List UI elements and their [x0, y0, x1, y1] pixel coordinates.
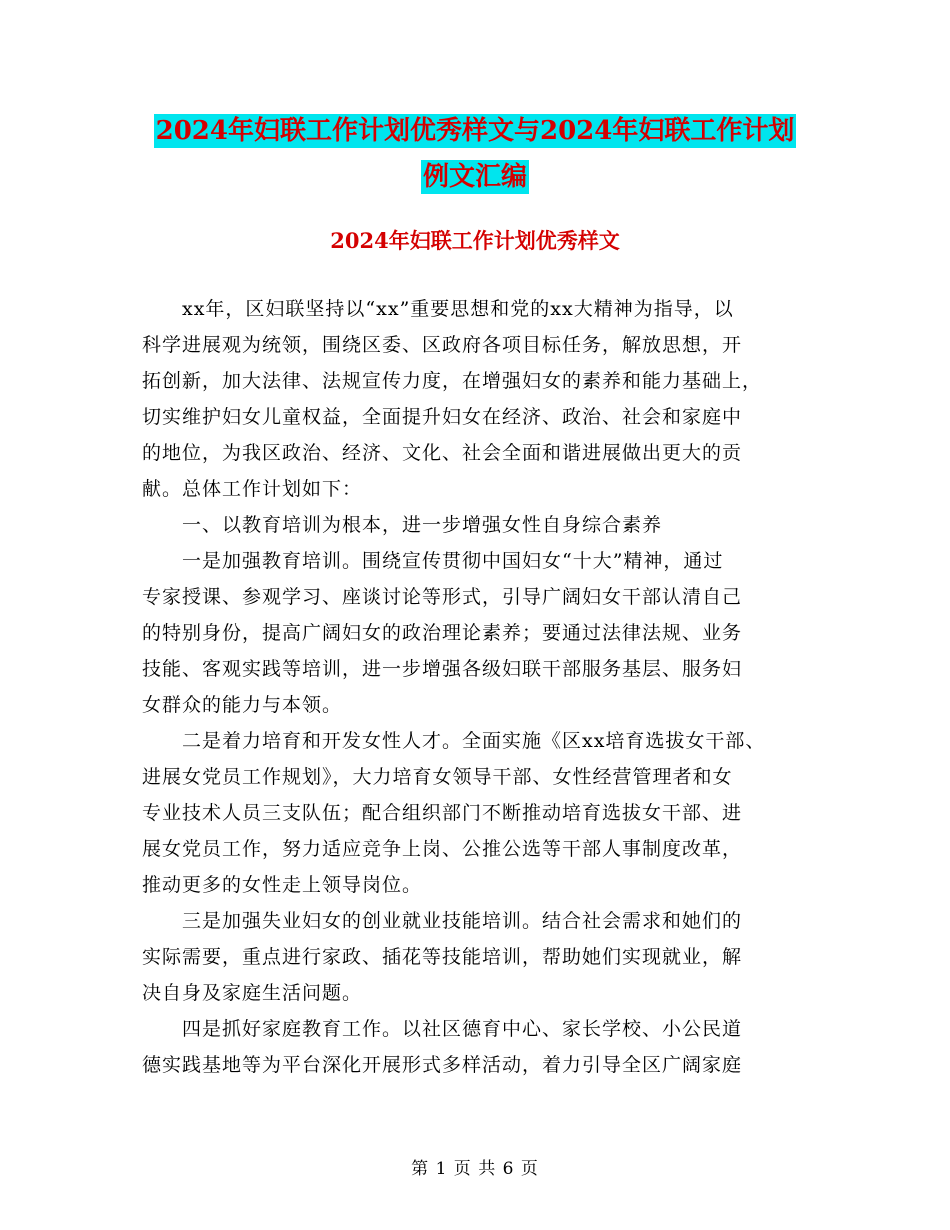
- body-line: 进展女党员工作规划》，大力培育女领导干部、女性经营管理者和女: [142, 766, 733, 788]
- body-line: 科学进展观为统领，围绕区委、区政府各项目标任务，解放思想，开: [142, 334, 743, 356]
- document-title-line-2: [0, 156, 950, 193]
- body-line: 二是着力培育和开发女性人才。全面实施《区xx培育选拔女干部、: [182, 730, 766, 752]
- body-line: 一、以教育培训为根本，进一步增强女性自身综合素养: [182, 514, 663, 536]
- document-title-line-1: [0, 110, 950, 147]
- body-line: 技能、客观实践等培训，进一步增强各级妇联干部服务基层、服务妇: [142, 658, 743, 680]
- body-line: 实际需要，重点进行家政、插花等技能培训，帮助她们实现就业，解: [142, 946, 743, 968]
- document-title-highlight-2: 例文汇编: [422, 162, 527, 192]
- body-line: 专业技术人员三支队伍；配合组织部门不断推动培育选拔女干部、进: [142, 802, 743, 824]
- body-line: xx年，区妇联坚持以“xx”重要思想和党的xx大精神为指导，以: [182, 298, 734, 320]
- page-number-footer: 第 1 页 共 6 页: [411, 1159, 539, 1179]
- document-title-highlight-1: 2024年妇联工作计划优秀样文与2024年妇联工作计划: [155, 116, 795, 146]
- body-line: 切实维护妇女儿童权益，全面提升妇女在经济、政治、社会和家庭中: [142, 406, 743, 428]
- body-line: 献。总体工作计划如下：: [142, 478, 363, 500]
- body-line: 展女党员工作，努力适应竞争上岗、公推公选等干部人事制度改革，: [142, 838, 743, 860]
- body-line: 拓创新，加大法律、法规宣传力度，在增强妇女的素养和能力基础上，: [142, 370, 763, 392]
- section-title: 2024年妇联工作计划优秀样文: [330, 228, 620, 253]
- body-line: 三是加强失业妇女的创业就业技能培训。结合社会需求和她们的: [182, 910, 743, 932]
- body-line: 的地位，为我区政治、经济、文化、社会全面和谐进展做出更大的贡: [142, 442, 743, 464]
- body-line: 决自身及家庭生活问题。: [142, 982, 363, 1004]
- body-line: 德实践基地等为平台深化开展形式多样活动，着力引导全区广阔家庭: [142, 1054, 743, 1076]
- body-line: 的特别身份，提高广阔妇女的政治理论素养；要通过法律法规、业务: [142, 622, 743, 644]
- document-body: [142, 291, 812, 1083]
- body-line: 专家授课、参观学习、座谈讨论等形式，引导广阔妇女干部认清自己: [142, 586, 743, 608]
- body-line: 女群众的能力与本领。: [142, 694, 343, 716]
- body-line: 四是抓好家庭教育工作。以社区德育中心、家长学校、小公民道: [182, 1018, 743, 1040]
- body-line: 一是加强教育培训。围绕宣传贯彻中国妇女“十大”精神，通过: [182, 550, 724, 572]
- body-line: 推动更多的女性走上领导岗位。: [142, 874, 423, 896]
